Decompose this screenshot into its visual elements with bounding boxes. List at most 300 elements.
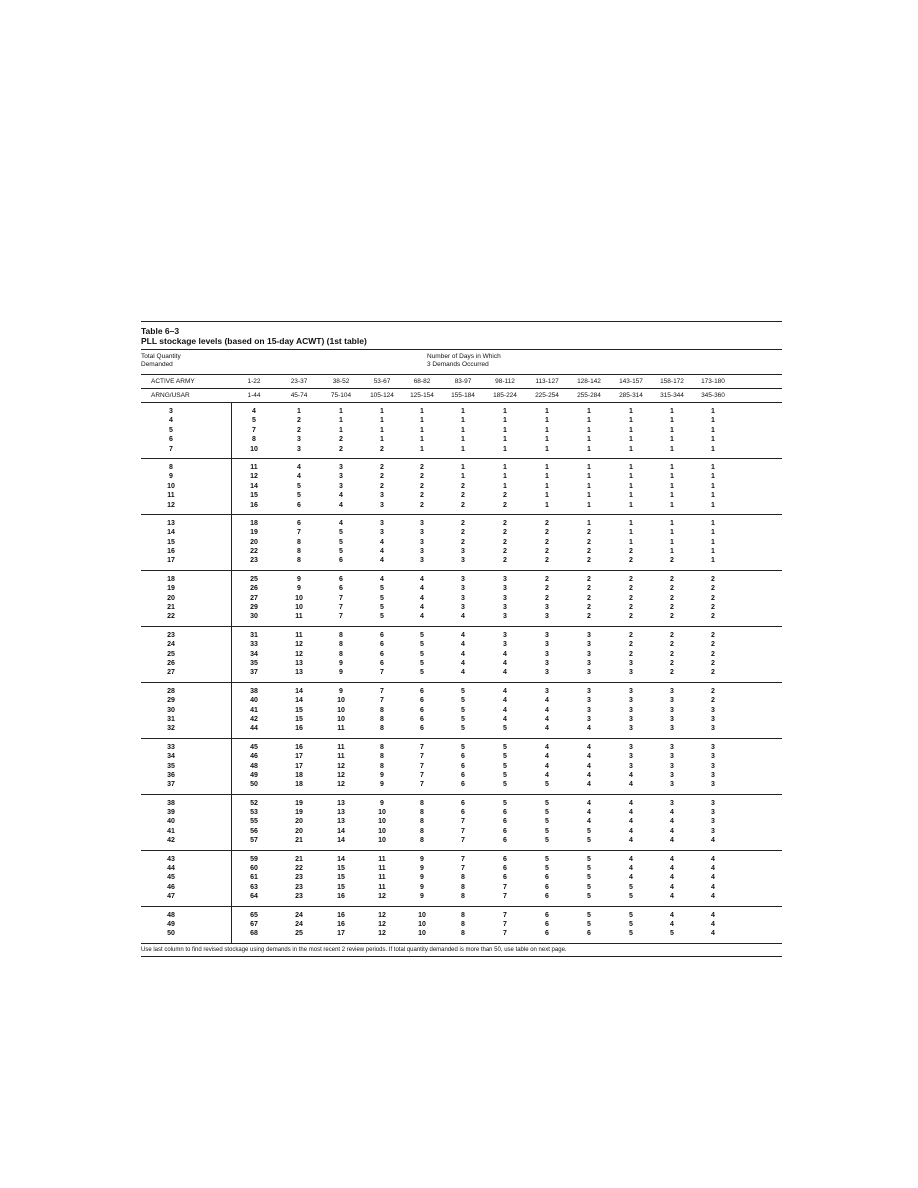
stockage-cell: 3 (711, 762, 715, 770)
stockage-cell: 4 (670, 865, 674, 873)
stockage-cell: 2 (629, 650, 633, 658)
arng-range-12: 345-360 (701, 392, 725, 399)
active-range-11: 158-172 (660, 378, 684, 385)
stockage-cell: 10 (378, 837, 386, 845)
stockage-cell: 4 (587, 781, 591, 789)
stockage-cell: 1 (545, 473, 549, 481)
row-group-6 (141, 683, 782, 739)
stockage-cell: 8 (339, 650, 343, 658)
stockage-cell: 38 (250, 687, 258, 695)
stockage-cell: 8 (380, 706, 384, 714)
stockage-cell: 2 (670, 575, 674, 583)
stockage-cell: 1 (587, 519, 591, 527)
stockage-cell: 20 (250, 538, 258, 546)
stockage-cell: 7 (297, 529, 301, 537)
stockage-cell: 3 (587, 669, 591, 677)
stockage-cell: 5 (420, 669, 424, 677)
stockage-cell: 3 (711, 781, 715, 789)
stockage-cell: 2 (461, 538, 465, 546)
arng-range-6: 155-184 (451, 392, 475, 399)
stockage-cell: 8 (461, 920, 465, 928)
stockage-cell: 4 (670, 883, 674, 891)
quantity-cell: 49 (167, 920, 175, 928)
stockage-cell: 4 (587, 771, 591, 779)
stockage-cell: 7 (380, 697, 384, 705)
arng-range-3: 75-104 (330, 392, 352, 399)
quantity-cell: 33 (167, 743, 175, 751)
stockage-cell: 1 (503, 426, 507, 434)
stockage-cell: 1 (629, 436, 633, 444)
stockage-cell: 10 (418, 930, 426, 938)
stockage-cell: 1 (711, 463, 715, 471)
stockage-cell: 1 (461, 463, 465, 471)
quantity-cell: 46 (167, 883, 175, 891)
stockage-cell: 3 (629, 697, 633, 705)
stockage-cell: 2 (503, 492, 507, 500)
stockage-cell: 16 (250, 501, 258, 509)
stockage-cell: 4 (545, 771, 549, 779)
stockage-cell: 1 (587, 492, 591, 500)
quantity-cell: 9 (169, 473, 173, 481)
table-row (141, 445, 782, 454)
top-rule (141, 321, 782, 322)
stockage-cell: 2 (587, 538, 591, 546)
stockage-cell: 4 (503, 715, 507, 723)
quantity-cell: 25 (167, 650, 175, 658)
stockage-cell: 6 (339, 575, 343, 583)
stockage-cell: 1 (503, 436, 507, 444)
stockage-cell: 5 (503, 725, 507, 733)
stockage-cell: 14 (295, 687, 303, 695)
quantity-cell: 35 (167, 762, 175, 770)
stockage-cell: 2 (461, 482, 465, 490)
stockage-cell: 5 (670, 930, 674, 938)
stockage-cell: 3 (711, 799, 715, 807)
stockage-cell: 1 (711, 538, 715, 546)
quantity-cell: 39 (167, 809, 175, 817)
quantity-cell: 4 (169, 417, 173, 425)
stockage-cell: 8 (339, 631, 343, 639)
stockage-cell: 1 (503, 473, 507, 481)
quantity-cell: 41 (167, 827, 175, 835)
quantity-cell: 38 (167, 799, 175, 807)
stockage-cell: 4 (670, 874, 674, 882)
active-range-5: 68-82 (413, 378, 431, 385)
stockage-cell: 4 (629, 799, 633, 807)
stockage-cell: 7 (461, 837, 465, 845)
quantity-cell: 28 (167, 687, 175, 695)
stockage-cell: 4 (670, 893, 674, 901)
table-row (141, 696, 782, 705)
table-row (141, 501, 782, 510)
stockage-cell: 46 (250, 753, 258, 761)
stockage-cell: 3 (503, 641, 507, 649)
stockage-cell: 6 (461, 781, 465, 789)
stockage-cell: 2 (420, 492, 424, 500)
stockage-cell: 8 (380, 762, 384, 770)
active-range-3: 38-52 (332, 378, 350, 385)
quantity-cell: 27 (167, 669, 175, 677)
quantity-cell: 14 (167, 529, 175, 537)
quantity-cell: 43 (167, 855, 175, 863)
stockage-cell: 6 (461, 799, 465, 807)
stockage-cell: 22 (295, 865, 303, 873)
quantity-cell: 10 (167, 482, 175, 490)
table-row (141, 547, 782, 556)
stockage-cell: 1 (503, 408, 507, 415)
stockage-cell: 14 (295, 697, 303, 705)
stockage-cell: 4 (339, 501, 343, 509)
stockage-cell: 6 (461, 809, 465, 817)
stockage-cell: 2 (629, 613, 633, 621)
stockage-cell: 1 (503, 482, 507, 490)
stockage-cell: 3 (587, 650, 591, 658)
stockage-cell: 2 (545, 538, 549, 546)
stockage-cell: 10 (337, 715, 345, 723)
stockage-cell: 31 (250, 631, 258, 639)
stockage-cell: 5 (503, 743, 507, 751)
stockage-cell: 3 (380, 519, 384, 527)
stockage-cell: 14 (337, 827, 345, 835)
stockage-cell: 1 (670, 492, 674, 500)
stockage-cell: 23 (250, 557, 258, 565)
stockage-cell: 6 (420, 697, 424, 705)
stockage-cell: 8 (420, 827, 424, 835)
stockage-cell: 2 (670, 669, 674, 677)
stockage-cell: 2 (503, 519, 507, 527)
table-row (141, 603, 782, 612)
stockage-cell: 1 (629, 529, 633, 537)
stockage-cell: 4 (503, 687, 507, 695)
stockage-cell: 5 (252, 417, 256, 425)
stockage-cell: 3 (629, 743, 633, 751)
table-row (141, 929, 782, 938)
table-row (141, 771, 782, 780)
table-row (141, 836, 782, 845)
stockage-cell: 9 (380, 781, 384, 789)
stockage-cell: 2 (670, 585, 674, 593)
stockage-cell: 2 (461, 519, 465, 527)
stockage-cell: 3 (339, 473, 343, 481)
stockage-cell: 30 (250, 613, 258, 621)
stockage-cell: 57 (250, 837, 258, 845)
stockage-cell: 4 (545, 697, 549, 705)
stockage-cell: 15 (250, 492, 258, 500)
stockage-cell: 5 (420, 631, 424, 639)
stockage-cell: 19 (295, 809, 303, 817)
stockage-cell: 2 (587, 585, 591, 593)
stockage-cell: 3 (380, 501, 384, 509)
table-row (141, 911, 782, 920)
stockage-cell: 5 (503, 799, 507, 807)
stockage-cell: 2 (711, 687, 715, 695)
stockage-cell: 4 (380, 538, 384, 546)
days-group-header: Number of Days in Which 3 Demands Occurred (427, 353, 501, 368)
stockage-cell: 2 (587, 594, 591, 602)
stockage-cell: 2 (380, 482, 384, 490)
stockage-cell: 19 (250, 529, 258, 537)
stockage-cell: 8 (252, 436, 256, 444)
stockage-cell: 13 (295, 669, 303, 677)
stockage-cell: 5 (587, 893, 591, 901)
stockage-cell: 6 (461, 753, 465, 761)
stockage-cell: 3 (670, 771, 674, 779)
stockage-cell: 12 (337, 771, 345, 779)
stockage-cell: 3 (711, 706, 715, 714)
stockage-cell: 3 (711, 809, 715, 817)
table-row (141, 855, 782, 864)
quantity-cell: 32 (167, 725, 175, 733)
stockage-cell: 4 (503, 706, 507, 714)
stockage-cell: 3 (670, 781, 674, 789)
stockage-cell: 1 (670, 519, 674, 527)
stockage-cell: 6 (545, 930, 549, 938)
stockage-cell: 4 (545, 715, 549, 723)
arng-range-2: 45-74 (290, 392, 308, 399)
stockage-cell: 15 (337, 865, 345, 873)
stockage-cell: 1 (711, 482, 715, 490)
table-row (141, 883, 782, 892)
stockage-cell: 3 (503, 613, 507, 621)
stockage-cell: 3 (711, 715, 715, 723)
stockage-cell: 2 (629, 631, 633, 639)
stockage-cell: 9 (339, 687, 343, 695)
stockage-cell: 5 (587, 920, 591, 928)
stockage-cell: 20 (295, 818, 303, 826)
table-row (141, 584, 782, 593)
stockage-cell: 18 (295, 771, 303, 779)
stockage-cell: 3 (670, 725, 674, 733)
table-row (141, 538, 782, 547)
stockage-cell: 2 (420, 482, 424, 490)
stockage-cell: 3 (711, 818, 715, 826)
stockage-cell: 18 (295, 781, 303, 789)
quantity-cell: 8 (169, 463, 173, 471)
stockage-cell: 9 (297, 575, 301, 583)
table-row (141, 416, 782, 425)
stockage-cell: 4 (629, 771, 633, 779)
stockage-cell: 1 (420, 417, 424, 425)
stockage-cell: 12 (295, 641, 303, 649)
stockage-cell: 3 (670, 715, 674, 723)
stockage-cell: 8 (420, 837, 424, 845)
table-row (141, 472, 782, 481)
stockage-cell: 1 (461, 436, 465, 444)
stockage-cell: 1 (629, 519, 633, 527)
stockage-cell: 5 (339, 548, 343, 556)
stockage-cell: 55 (250, 818, 258, 826)
stockage-cell: 5 (629, 920, 633, 928)
stockage-cell: 4 (587, 762, 591, 770)
stockage-cell: 5 (545, 799, 549, 807)
stockage-cell: 64 (250, 893, 258, 901)
active-range-12: 173-180 (701, 378, 725, 385)
stockage-cell: 15 (295, 706, 303, 714)
stockage-cell: 33 (250, 641, 258, 649)
table-title: PLL stockage levels (based on 15-day ACWT) (1st table) (141, 336, 367, 346)
stockage-cell: 1 (545, 463, 549, 471)
stockage-cell: 2 (711, 659, 715, 667)
stockage-cell: 23 (295, 874, 303, 882)
arng-range-1: 1-44 (247, 392, 261, 399)
stockage-cell: 4 (420, 613, 424, 621)
stockage-cell: 12 (378, 911, 386, 919)
stockage-cell: 4 (420, 604, 424, 612)
stockage-cell: 16 (295, 725, 303, 733)
stockage-cell: 22 (250, 548, 258, 556)
stockage-cell: 1 (629, 538, 633, 546)
stockage-cell: 1 (420, 408, 424, 415)
stockage-cell: 5 (587, 911, 591, 919)
stockage-cell: 12 (378, 893, 386, 901)
active-range-6: 83-97 (454, 378, 472, 385)
stockage-cell: 8 (461, 930, 465, 938)
stockage-cell: 21 (295, 837, 303, 845)
row-group-7 (141, 739, 782, 795)
stockage-cell: 4 (629, 818, 633, 826)
stockage-cell: 1 (339, 426, 343, 434)
stockage-cell: 23 (295, 883, 303, 891)
stockage-cell: 8 (461, 893, 465, 901)
stockage-cell: 1 (545, 436, 549, 444)
table-row (141, 407, 782, 416)
stockage-cell: 3 (545, 669, 549, 677)
stockage-cell: 8 (297, 548, 301, 556)
stockage-cell: 6 (380, 641, 384, 649)
stockage-cell: 2 (587, 604, 591, 612)
stockage-cell: 2 (711, 585, 715, 593)
stockage-cell: 3 (339, 463, 343, 471)
stockage-cell: 25 (250, 575, 258, 583)
stockage-cell: 12 (337, 781, 345, 789)
stockage-cell: 4 (629, 855, 633, 863)
stockage-cell: 4 (629, 874, 633, 882)
stockage-cell: 14 (250, 482, 258, 490)
stockage-cell: 4 (670, 920, 674, 928)
stockage-cell: 2 (629, 641, 633, 649)
stockage-cell: 2 (503, 529, 507, 537)
table-row (141, 659, 782, 668)
stockage-cell: 1 (587, 445, 591, 453)
stockage-cell: 13 (337, 809, 345, 817)
stockage-cell: 6 (587, 930, 591, 938)
stockage-cell: 3 (461, 585, 465, 593)
stockage-cell: 12 (250, 473, 258, 481)
table-row (141, 435, 782, 444)
quantity-cell: 3 (169, 408, 173, 415)
stockage-cell: 5 (503, 771, 507, 779)
stockage-cell: 1 (629, 408, 633, 415)
row-group-8 (141, 795, 782, 851)
arng-range-11: 315-344 (660, 392, 684, 399)
stockage-cell: 1 (587, 482, 591, 490)
stockage-cell: 2 (461, 501, 465, 509)
table-row (141, 528, 782, 537)
stockage-cell: 2 (670, 631, 674, 639)
stockage-cell: 10 (378, 809, 386, 817)
stockage-cell: 5 (545, 837, 549, 845)
quantity-cell: 23 (167, 631, 175, 639)
stockage-cell: 4 (420, 575, 424, 583)
stockage-cell: 10 (337, 697, 345, 705)
stockage-cell: 1 (380, 417, 384, 425)
stockage-cell: 4 (711, 837, 715, 845)
stockage-cell: 24 (295, 911, 303, 919)
stockage-cell: 1 (670, 548, 674, 556)
stockage-cell: 6 (503, 874, 507, 882)
stockage-cell: 12 (337, 762, 345, 770)
stockage-cell: 44 (250, 725, 258, 733)
quantity-cell: 30 (167, 706, 175, 714)
stockage-cell: 17 (295, 753, 303, 761)
stockage-cell: 2 (545, 557, 549, 565)
stockage-cell: 7 (461, 855, 465, 863)
stockage-cell: 1 (629, 473, 633, 481)
stockage-cell: 1 (670, 408, 674, 415)
stockage-cell: 4 (461, 631, 465, 639)
stockage-cell: 5 (420, 641, 424, 649)
stockage-cell: 6 (503, 865, 507, 873)
stockage-cell: 2 (587, 575, 591, 583)
quantity-cell: 34 (167, 753, 175, 761)
stockage-cell: 1 (587, 417, 591, 425)
stockage-cell: 2 (629, 548, 633, 556)
stockage-cell: 2 (339, 445, 343, 453)
stockage-cell: 4 (629, 781, 633, 789)
stockage-cell: 63 (250, 883, 258, 891)
stockage-cell: 5 (629, 911, 633, 919)
stockage-cell: 4 (587, 799, 591, 807)
table-row (141, 920, 782, 929)
stockage-cell: 3 (629, 762, 633, 770)
stockage-cell: 1 (503, 463, 507, 471)
stockage-cell: 9 (420, 865, 424, 873)
stockage-cell: 5 (461, 697, 465, 705)
stockage-cell: 1 (545, 426, 549, 434)
stockage-cell: 3 (670, 687, 674, 695)
stockage-cell: 5 (461, 687, 465, 695)
stockage-cell: 10 (418, 920, 426, 928)
stockage-cell: 6 (380, 659, 384, 667)
stockage-cell: 2 (461, 492, 465, 500)
stockage-cell: 4 (670, 809, 674, 817)
stockage-cell: 10 (378, 827, 386, 835)
stockage-cell: 1 (380, 436, 384, 444)
stockage-cell: 8 (297, 538, 301, 546)
stockage-cell: 9 (380, 771, 384, 779)
stockage-cell: 3 (461, 575, 465, 583)
table-row (141, 706, 782, 715)
stockage-cell: 1 (545, 501, 549, 509)
stockage-cell: 1 (503, 417, 507, 425)
stockage-cell: 4 (380, 557, 384, 565)
stockage-cell: 3 (587, 697, 591, 705)
stockage-cell: 25 (295, 930, 303, 938)
stockage-cell: 1 (545, 417, 549, 425)
stockage-cell: 1 (629, 426, 633, 434)
stockage-cell: 4 (670, 818, 674, 826)
stockage-cell: 1 (629, 463, 633, 471)
stockage-cell: 67 (250, 920, 258, 928)
stockage-cell: 1 (587, 436, 591, 444)
quantity-cell: 44 (167, 865, 175, 873)
table-row (141, 780, 782, 789)
stockage-cell: 1 (670, 529, 674, 537)
stockage-cell: 5 (461, 743, 465, 751)
quantity-cell: 50 (167, 930, 175, 938)
stockage-cell: 5 (339, 529, 343, 537)
quantity-cell: 5 (169, 426, 173, 434)
